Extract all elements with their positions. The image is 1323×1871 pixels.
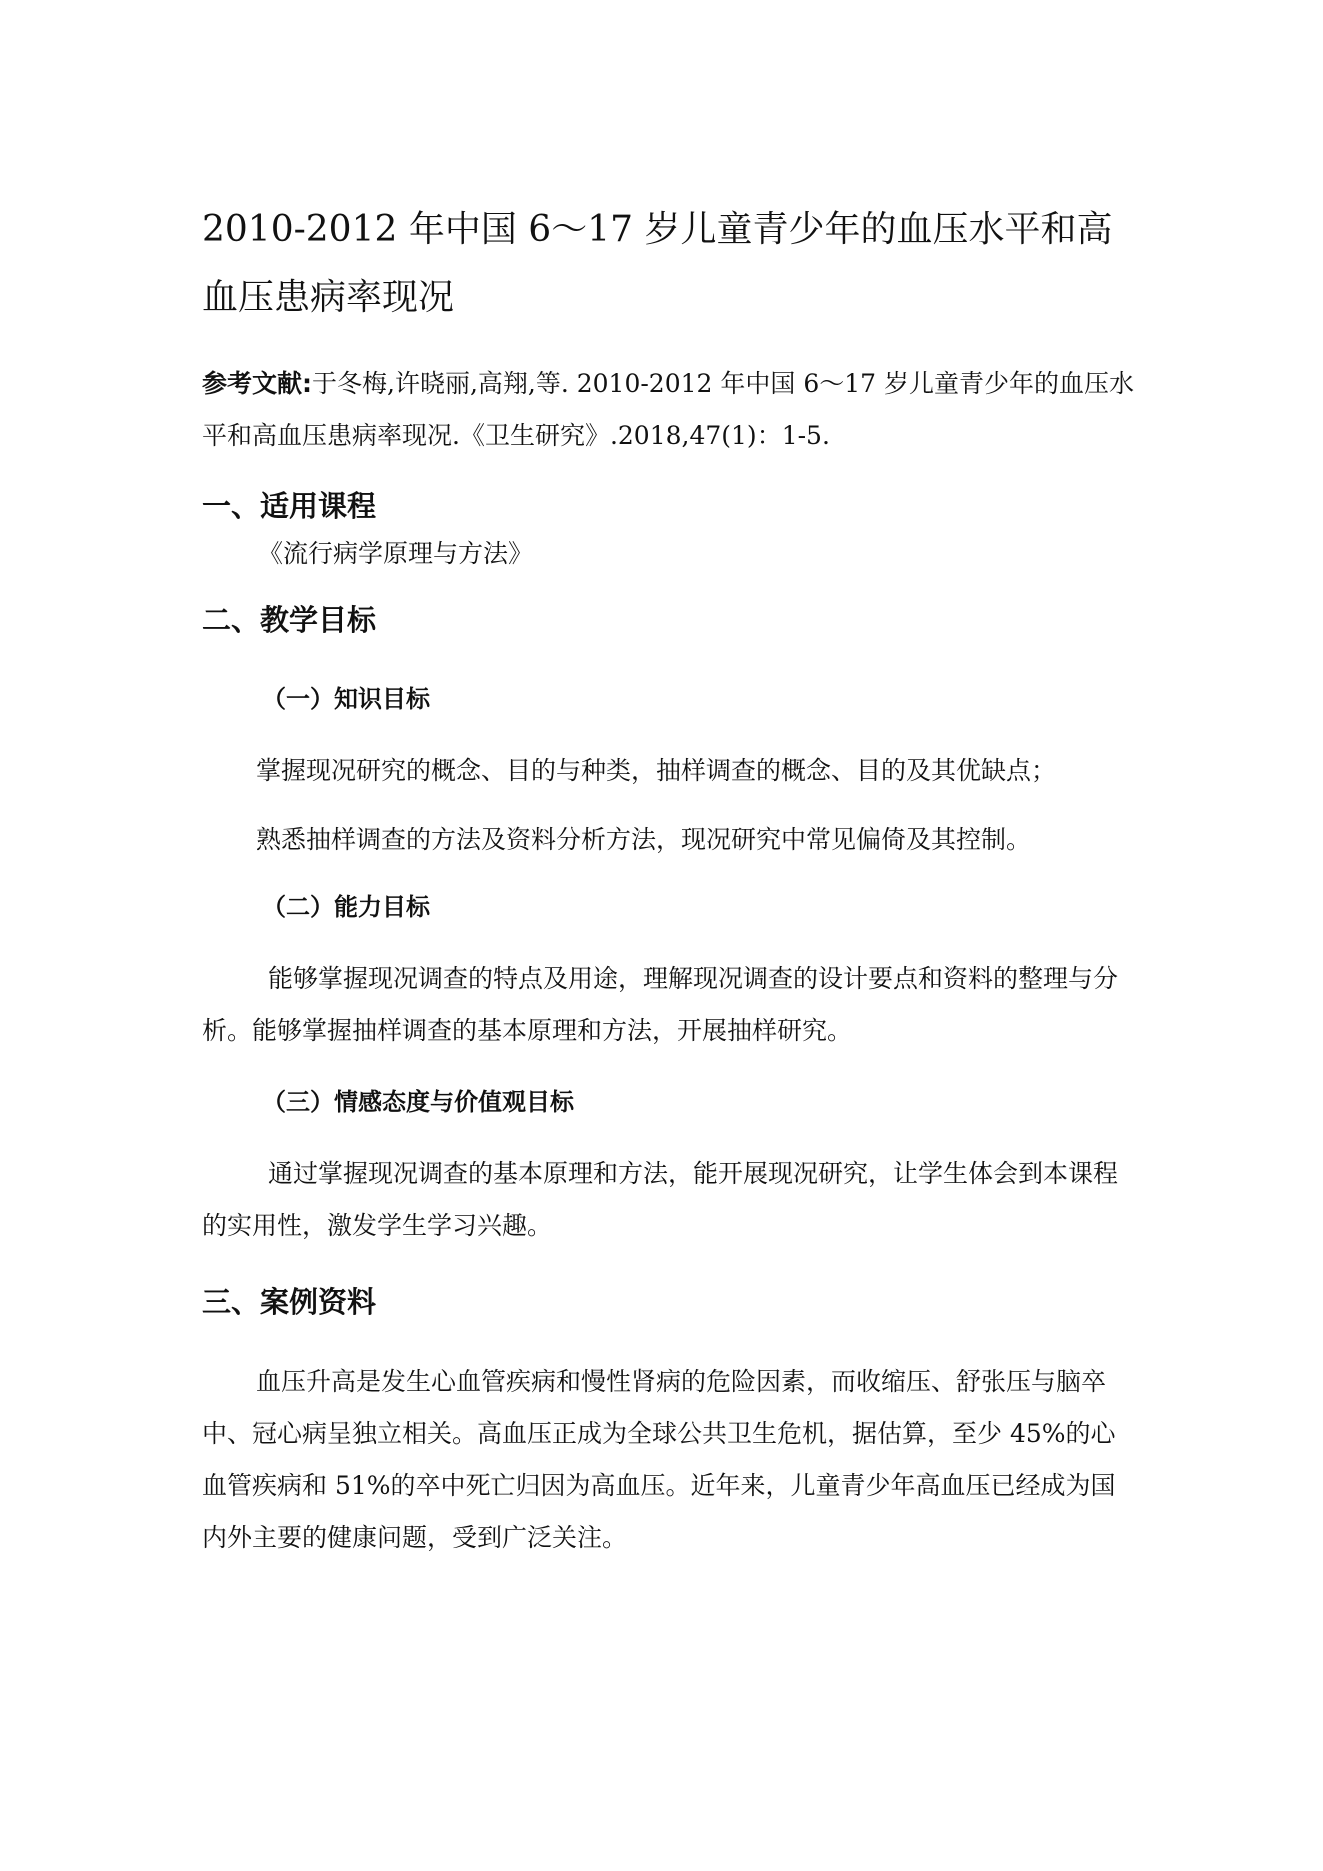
attitude-paragraph: 通过掌握现况调查的基本原理和方法，能开展现况研究，让学生体会到本课程的实用性，激发学生学习兴趣。 (202, 1159, 1119, 1240)
reference-label: 参考文献: (202, 369, 312, 398)
section-heading-case: 三、案例资料 (202, 1285, 377, 1319)
course-name: 《流行病学原理与方法》 (258, 539, 534, 568)
case-paragraph: 血压升高是发生心血管疾病和慢性肾病的危险因素，而收缩压、舒张压与脑卒中、冠心病呈独立相关。高血压正成为全球公共卫生危机，据估算，至少 45%的心血管疾病和 51%的卒中死亡归因为高血压。近年来，儿童青少年高血压已经成为国内外主要的健康问题，受到广泛关注。 (202, 1367, 1116, 1552)
document-title: 2010-2012 年中国 6～17 岁儿童青少年的血压水平和高血压患病率现况 (202, 209, 1113, 318)
reference-text: 于冬梅,许晓丽,高翔,等. 2010-2012 年中国 6～17 岁儿童青少年的血压水平和高血压患病率现况.《卫生研究》.2018,47(1)：1-5. (202, 369, 1134, 450)
section-heading-course: 一、适用课程 (202, 489, 377, 523)
section-heading-objectives: 二、教学目标 (202, 603, 377, 637)
knowledge-paragraph-1: 掌握现况研究的概念、目的与种类，抽样调查的概念、目的及其优缺点； (256, 756, 1057, 785)
ability-paragraph: 能够掌握现况调查的特点及用途，理解现况调查的设计要点和资料的整理与分析。能够掌握抽样调查的基本原理和方法，开展抽样研究。 (202, 964, 1119, 1045)
reference-paragraph (202, 358, 1137, 462)
knowledge-paragraph-2: 熟悉抽样调查的方法及资料分析方法，现况研究中常见偏倚及其控制。 (256, 825, 1032, 854)
subsection-heading-attitude: （三）情感态度与价值观目标 (262, 1088, 574, 1116)
subsection-heading-knowledge: （一）知识目标 (262, 685, 430, 713)
subsection-heading-ability: （二）能力目标 (262, 893, 430, 921)
